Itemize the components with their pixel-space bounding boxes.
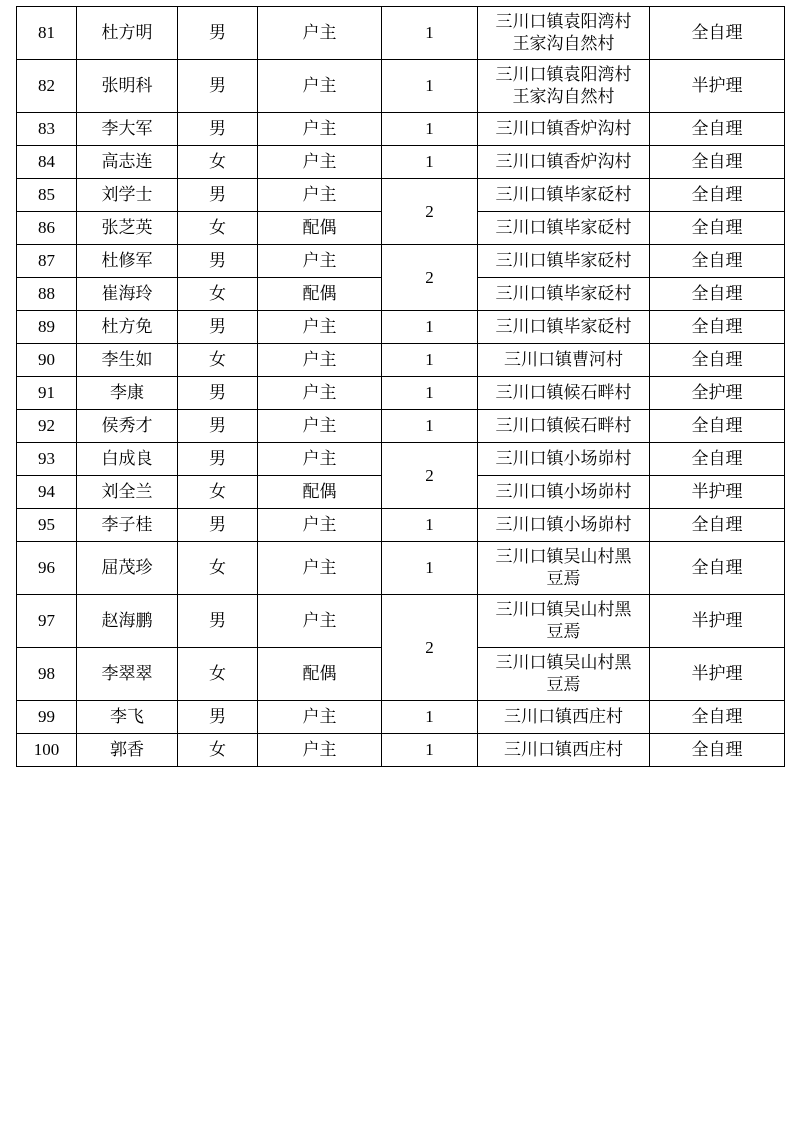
location-line-2: 王家沟自然村 [512,34,615,54]
cell-gender: 女 [178,476,258,509]
cell-relation: 配偶 [258,648,382,701]
cell-location [478,648,650,701]
cell-relation: 户主 [258,734,382,767]
cell-number: 86 [17,212,77,245]
cell-gender: 男 [178,311,258,344]
cell-name: 高志连 [77,146,178,179]
cell-name: 李子桂 [77,509,178,542]
cell-relation: 户主 [258,7,382,60]
cell-number: 93 [17,443,77,476]
cell-household-count: 1 [382,113,478,146]
cell-care-level: 全自理 [650,179,785,212]
table-row [17,734,785,767]
cell-care-level: 全自理 [650,278,785,311]
cell-gender: 男 [178,7,258,60]
cell-location: 三川口镇西庄村 [478,701,650,734]
location-line-1: 三川口镇袁阳湾村 [495,65,632,85]
cell-location: 三川口镇小场峁村 [478,509,650,542]
cell-relation: 户主 [258,410,382,443]
table-row [17,542,785,595]
location-line-1: 三川口镇吴山村黑 [495,600,632,620]
table-row [17,146,785,179]
cell-location: 三川口镇香炉沟村 [478,146,650,179]
location-line-2: 王家沟自然村 [512,87,615,107]
cell-name: 杜方明 [77,7,178,60]
cell-household-count: 1 [382,7,478,60]
cell-location: 三川口镇毕家砭村 [478,311,650,344]
cell-household-count: 1 [382,410,478,443]
location-line-2: 豆焉 [546,675,581,695]
cell-gender: 男 [178,443,258,476]
cell-household-count: 1 [382,146,478,179]
cell-relation: 户主 [258,542,382,595]
cell-household-count: 1 [382,344,478,377]
table-row [17,179,785,212]
cell-relation: 户主 [258,146,382,179]
cell-relation: 户主 [258,179,382,212]
cell-gender: 男 [178,509,258,542]
cell-location: 三川口镇毕家砭村 [478,179,650,212]
cell-name: 李大军 [77,113,178,146]
cell-gender: 女 [178,542,258,595]
cell-care-level: 全自理 [650,344,785,377]
cell-number: 97 [17,595,77,648]
cell-household-count: 1 [382,701,478,734]
cell-care-level: 全自理 [650,212,785,245]
cell-relation: 配偶 [258,212,382,245]
cell-number: 92 [17,410,77,443]
cell-name: 李翠翠 [77,648,178,701]
cell-location: 三川口镇西庄村 [478,734,650,767]
cell-name: 刘学士 [77,179,178,212]
household-table [16,6,785,767]
cell-relation: 户主 [258,245,382,278]
cell-number: 94 [17,476,77,509]
cell-household-count: 1 [382,734,478,767]
cell-name: 杜方免 [77,311,178,344]
cell-location: 三川口镇小场峁村 [478,443,650,476]
cell-location: 三川口镇小场峁村 [478,476,650,509]
cell-number: 81 [17,7,77,60]
cell-household-count: 2 [382,443,478,509]
cell-gender: 男 [178,377,258,410]
cell-name: 李生如 [77,344,178,377]
cell-number: 82 [17,60,77,113]
cell-location: 三川口镇香炉沟村 [478,113,650,146]
table-row [17,7,785,60]
cell-household-count: 2 [382,245,478,311]
cell-name: 崔海玲 [77,278,178,311]
cell-name: 刘全兰 [77,476,178,509]
table-row [17,410,785,443]
cell-number: 83 [17,113,77,146]
cell-household-count: 1 [382,311,478,344]
cell-care-level: 全自理 [650,7,785,60]
cell-gender: 女 [178,212,258,245]
table-row [17,245,785,278]
cell-care-level: 全自理 [650,542,785,595]
cell-care-level: 全自理 [650,245,785,278]
cell-location [478,60,650,113]
cell-name: 李飞 [77,701,178,734]
cell-care-level: 半护理 [650,648,785,701]
table-row [17,701,785,734]
cell-number: 88 [17,278,77,311]
cell-location: 三川口镇毕家砭村 [478,212,650,245]
cell-number: 90 [17,344,77,377]
cell-gender: 女 [178,344,258,377]
location-line-1: 三川口镇袁阳湾村 [495,12,632,32]
cell-care-level: 半护理 [650,60,785,113]
cell-relation: 户主 [258,344,382,377]
cell-household-count: 1 [382,377,478,410]
cell-household-count: 1 [382,509,478,542]
cell-household-count: 2 [382,179,478,245]
cell-household-count: 1 [382,60,478,113]
cell-name: 张芝英 [77,212,178,245]
cell-relation: 配偶 [258,278,382,311]
cell-number: 91 [17,377,77,410]
cell-care-level: 全自理 [650,701,785,734]
cell-relation: 户主 [258,311,382,344]
cell-gender: 女 [178,648,258,701]
cell-gender: 男 [178,410,258,443]
cell-gender: 女 [178,146,258,179]
cell-name: 李康 [77,377,178,410]
cell-number: 84 [17,146,77,179]
location-line-1: 三川口镇吴山村黑 [495,547,632,567]
location-line-2: 豆焉 [546,569,581,589]
table-row [17,113,785,146]
cell-number: 95 [17,509,77,542]
cell-name: 侯秀才 [77,410,178,443]
cell-location: 三川口镇毕家砭村 [478,278,650,311]
cell-number: 89 [17,311,77,344]
cell-care-level: 全自理 [650,509,785,542]
cell-gender: 男 [178,179,258,212]
cell-name: 赵海鹏 [77,595,178,648]
cell-number: 98 [17,648,77,701]
table-row [17,443,785,476]
cell-number: 99 [17,701,77,734]
table-row [17,509,785,542]
cell-care-level: 全护理 [650,377,785,410]
cell-location [478,542,650,595]
cell-number: 96 [17,542,77,595]
cell-location: 三川口镇毕家砭村 [478,245,650,278]
cell-care-level: 全自理 [650,311,785,344]
table-row [17,344,785,377]
cell-relation: 户主 [258,60,382,113]
location-line-2: 豆焉 [546,622,581,642]
cell-relation: 户主 [258,113,382,146]
cell-location [478,595,650,648]
cell-gender: 男 [178,595,258,648]
cell-relation: 户主 [258,595,382,648]
cell-care-level: 半护理 [650,595,785,648]
cell-gender: 男 [178,245,258,278]
cell-relation: 配偶 [258,476,382,509]
table-row [17,60,785,113]
cell-number: 85 [17,179,77,212]
cell-relation: 户主 [258,701,382,734]
cell-gender: 男 [178,113,258,146]
cell-gender: 男 [178,701,258,734]
cell-number: 100 [17,734,77,767]
table-row [17,377,785,410]
cell-location: 三川口镇曹河村 [478,344,650,377]
cell-relation: 户主 [258,377,382,410]
cell-location [478,7,650,60]
cell-location: 三川口镇候石畔村 [478,377,650,410]
cell-care-level: 全自理 [650,113,785,146]
cell-name: 屈茂珍 [77,542,178,595]
cell-relation: 户主 [258,509,382,542]
cell-name: 白成良 [77,443,178,476]
cell-gender: 男 [178,60,258,113]
cell-care-level: 半护理 [650,476,785,509]
cell-gender: 女 [178,734,258,767]
cell-name: 杜修军 [77,245,178,278]
cell-care-level: 全自理 [650,443,785,476]
cell-number: 87 [17,245,77,278]
cell-care-level: 全自理 [650,146,785,179]
table-row [17,595,785,648]
cell-name: 郭香 [77,734,178,767]
cell-location: 三川口镇候石畔村 [478,410,650,443]
table-row [17,311,785,344]
cell-care-level: 全自理 [650,410,785,443]
cell-care-level: 全自理 [650,734,785,767]
cell-relation: 户主 [258,443,382,476]
cell-household-count: 2 [382,595,478,701]
cell-household-count: 1 [382,542,478,595]
cell-gender: 女 [178,278,258,311]
location-line-1: 三川口镇吴山村黑 [495,653,632,673]
document-page [16,6,784,767]
cell-name: 张明科 [77,60,178,113]
